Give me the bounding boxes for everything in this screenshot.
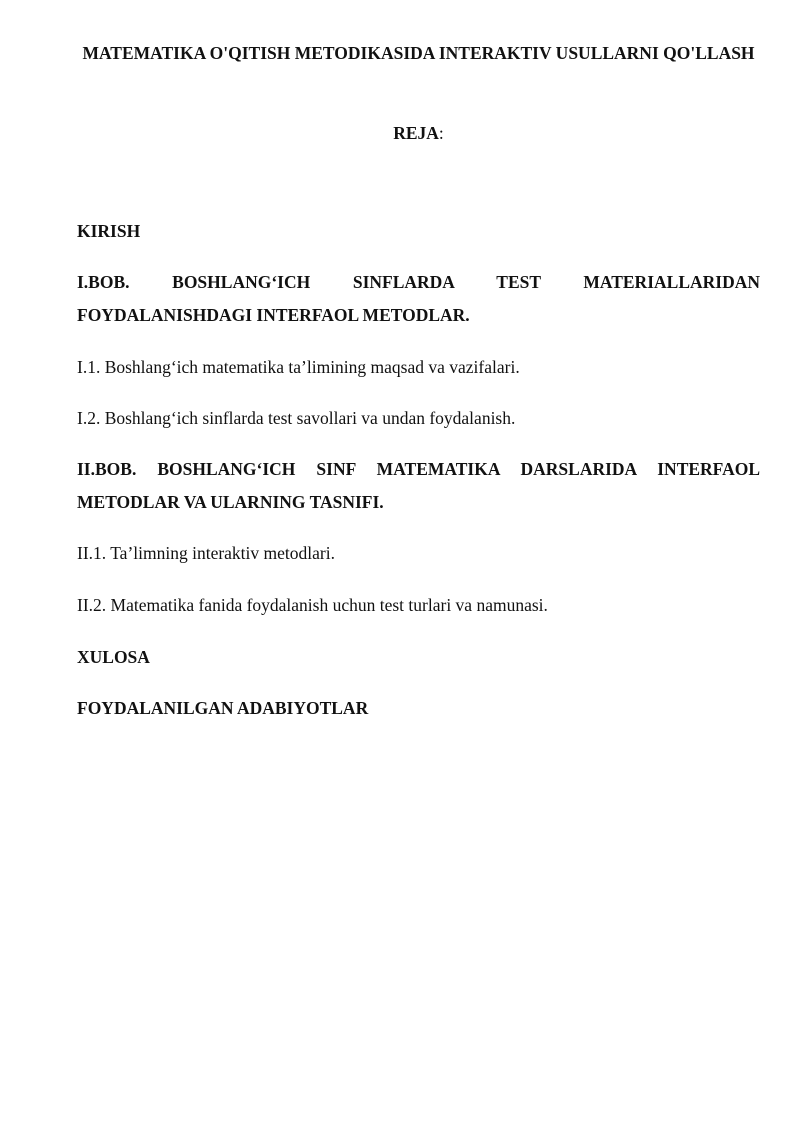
contents-item-section-1-1: I.1. Boshlang‘ich matematika ta’limining maqsad va vazifalari. (77, 357, 520, 377)
contents-item-chapter-2: II.BOB. BOSHLANG‘ICH SINF MATEMATIKA DARSLARIDA INTERFAOL METODLAR VA ULARNING TASNIFI. (77, 459, 760, 512)
plan-colon: : (438, 123, 444, 143)
contents-item-references: FOYDALANILGAN ADABIYOTLAR (77, 698, 369, 718)
contents-item-section-1-2: I.2. Boshlang‘ich sinflarda test savollari va undan foydalanish. (77, 408, 516, 428)
contents-item-chapter-1: I.BOB. BOSHLANG‘ICH SINFLARDA TEST MATERIALLARIDAN FOYDALANISHDAGI INTERFAOL METODLAR. (77, 272, 760, 325)
plan-label: REJA (393, 123, 439, 143)
contents-item-conclusion: XULOSA (77, 647, 150, 667)
contents-item-section-2-2: II.2. Matematika fanida foydalanish uchun test turlari va namunasi. (77, 595, 548, 615)
plan-heading (77, 118, 760, 148)
document-title: MATEMATIKA O'QITISH METODIKASIDA INTERAKTIV USULLARNI QO'LLASH (82, 43, 755, 63)
contents-item-introduction: KIRISH (77, 221, 141, 241)
contents-item-section-2-1: II.1. Ta’limning interaktiv metodlari. (77, 543, 335, 563)
